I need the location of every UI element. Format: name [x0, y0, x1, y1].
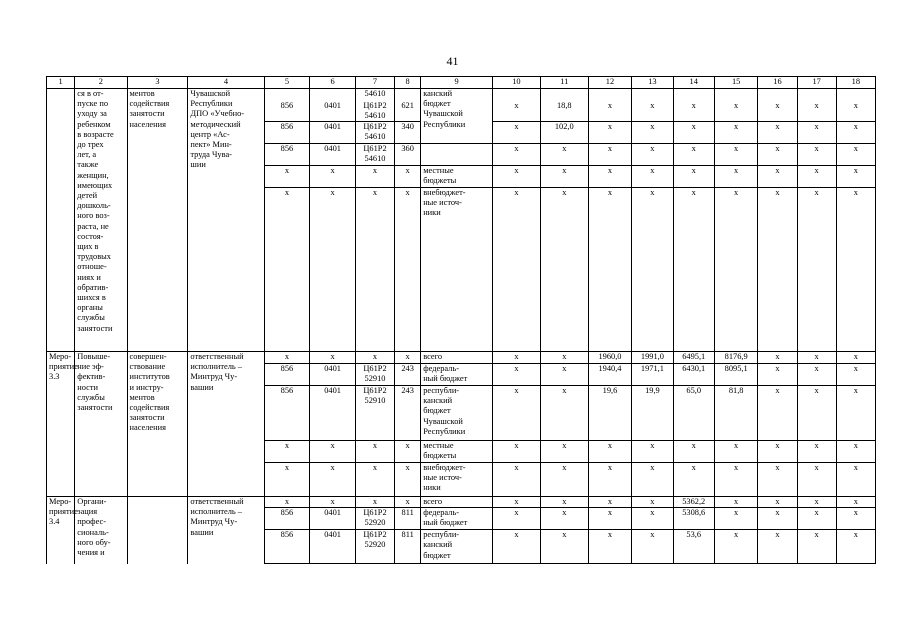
- table-cell: х: [540, 462, 588, 496]
- table-cell: местные бюджеты: [421, 165, 493, 187]
- column-header: 10: [493, 77, 541, 89]
- table-cell: х: [310, 462, 356, 496]
- table-cell: х: [588, 496, 632, 507]
- table-cell: 0401: [310, 101, 356, 122]
- table-cell: х: [758, 143, 797, 165]
- table-cell: х: [836, 351, 875, 363]
- table-cell: х: [632, 121, 673, 143]
- table-cell: ответственный исполнитель – Минтруд Чу- вашии: [188, 351, 264, 496]
- table-cell: х: [836, 187, 875, 351]
- table-cell: Ц61Р2 54610: [355, 143, 394, 165]
- table-cell: х: [797, 351, 836, 363]
- table-cell: х: [632, 508, 673, 530]
- table-cell: х: [714, 440, 758, 462]
- table-cell: х: [836, 530, 875, 564]
- table-cell: х: [395, 496, 421, 507]
- table-cell: х: [493, 187, 541, 351]
- table-cell: [588, 89, 632, 101]
- table-cell: х: [673, 440, 714, 462]
- table-cell: х: [758, 462, 797, 496]
- table-cell: канский бюджет Чувашской Республики: [421, 89, 493, 144]
- table-cell: х: [797, 385, 836, 440]
- table-cell: Чувашской Республики ДПО «Учебно- методический центр «Ас- пект» Мин- труда Чува- шии: [188, 89, 264, 352]
- table-cell: 340: [395, 121, 421, 143]
- column-header: 9: [421, 77, 493, 89]
- table-cell: х: [714, 143, 758, 165]
- table-cell: Меро- приятие 3.4: [47, 496, 75, 563]
- table-cell: 54610: [355, 89, 394, 101]
- table-cell: х: [714, 508, 758, 530]
- column-header: 16: [758, 77, 797, 89]
- table-cell: х: [797, 363, 836, 385]
- table-cell: 0401: [310, 363, 356, 385]
- table-cell: Меро- приятие 3.3: [47, 351, 75, 496]
- table-cell: Ц61Р2 54610: [355, 121, 394, 143]
- table-cell: всего: [421, 496, 493, 507]
- table-cell: х: [264, 462, 310, 496]
- table-cell: х: [540, 187, 588, 351]
- table-cell: х: [588, 530, 632, 564]
- table-cell: х: [588, 143, 632, 165]
- column-header: 14: [673, 77, 714, 89]
- table-cell: 5308,6: [673, 508, 714, 530]
- column-header: 12: [588, 77, 632, 89]
- table-cell: х: [540, 351, 588, 363]
- table-cell: 856: [264, 385, 310, 440]
- table-cell: 0401: [310, 530, 356, 564]
- table-cell: х: [310, 440, 356, 462]
- table-cell: х: [310, 187, 356, 351]
- table-cell: 0401: [310, 143, 356, 165]
- table-cell: 81,8: [714, 385, 758, 440]
- table-cell: 1960,0: [588, 351, 632, 363]
- table-cell: х: [493, 165, 541, 187]
- table-cell: х: [632, 187, 673, 351]
- table-cell: 360: [395, 143, 421, 165]
- table-cell: х: [836, 363, 875, 385]
- table-cell: х: [797, 530, 836, 564]
- table-cell: 6495,1: [673, 351, 714, 363]
- table-cell: х: [714, 121, 758, 143]
- table-cell: х: [540, 508, 588, 530]
- table-cell: х: [493, 101, 541, 122]
- column-header: 1: [47, 77, 75, 89]
- table-cell: х: [493, 363, 541, 385]
- table-cell: 856: [264, 101, 310, 122]
- table-cell: [540, 89, 588, 101]
- table-cell: х: [395, 187, 421, 351]
- table-cell: х: [310, 351, 356, 363]
- table-cell: х: [355, 187, 394, 351]
- table-cell: х: [264, 165, 310, 187]
- table-row: [47, 351, 876, 363]
- column-header: 17: [797, 77, 836, 89]
- table-cell: х: [714, 187, 758, 351]
- table-cell: х: [714, 496, 758, 507]
- table-cell: [493, 89, 541, 101]
- table-cell: 53,6: [673, 530, 714, 564]
- table-cell: 8095,1: [714, 363, 758, 385]
- column-header: 5: [264, 77, 310, 89]
- table-cell: внебюджет- ные источ- ники: [421, 187, 493, 351]
- column-header: 11: [540, 77, 588, 89]
- table-cell: [395, 89, 421, 101]
- budget-table: [46, 76, 876, 564]
- table-cell: х: [264, 440, 310, 462]
- table-cell: х: [355, 440, 394, 462]
- table-cell: х: [540, 363, 588, 385]
- table-cell: х: [797, 143, 836, 165]
- table-cell: 243: [395, 385, 421, 440]
- table-row: [47, 496, 876, 507]
- table-cell: х: [632, 530, 673, 564]
- table-cell: х: [673, 143, 714, 165]
- table-cell: 811: [395, 530, 421, 564]
- table-cell: 243: [395, 363, 421, 385]
- table-cell: х: [264, 351, 310, 363]
- table-cell: х: [395, 351, 421, 363]
- table-cell: [714, 89, 758, 101]
- table-cell: [264, 89, 310, 101]
- table-cell: Ц61Р2 52920: [355, 530, 394, 564]
- table-cell: х: [355, 462, 394, 496]
- table-cell: х: [493, 143, 541, 165]
- table-cell: х: [797, 496, 836, 507]
- table-cell: х: [395, 440, 421, 462]
- table-cell: [47, 89, 75, 352]
- table-cell: 19,9: [632, 385, 673, 440]
- table-cell: х: [355, 165, 394, 187]
- table-cell: х: [836, 121, 875, 143]
- column-header: 7: [355, 77, 394, 89]
- table-cell: 1971,1: [632, 363, 673, 385]
- table-cell: х: [836, 508, 875, 530]
- table-cell: всего: [421, 351, 493, 363]
- table-cell: 856: [264, 363, 310, 385]
- table-cell: х: [540, 440, 588, 462]
- table-cell: 8176,9: [714, 351, 758, 363]
- column-header: 13: [632, 77, 673, 89]
- table-cell: х: [714, 530, 758, 564]
- table-cell: х: [632, 101, 673, 122]
- table-cell: х: [632, 165, 673, 187]
- table-cell: х: [588, 101, 632, 122]
- table-cell: х: [714, 165, 758, 187]
- table-cell: 1991,0: [632, 351, 673, 363]
- table-cell: х: [836, 165, 875, 187]
- table-cell: Органи- зация профес- сиональ- ного обу- чения и: [75, 496, 127, 563]
- table-cell: х: [355, 496, 394, 507]
- table-cell: х: [493, 440, 541, 462]
- table-cell: Повыше- ние эф- фектив- ности службы занятости: [75, 351, 127, 496]
- table-cell: х: [797, 462, 836, 496]
- table-cell: х: [632, 143, 673, 165]
- table-cell: х: [540, 165, 588, 187]
- table-cell: х: [836, 496, 875, 507]
- column-header: 2: [75, 77, 127, 89]
- table-header-row: [47, 77, 876, 89]
- table-cell: федераль- ный бюджет: [421, 363, 493, 385]
- table-cell: х: [493, 530, 541, 564]
- table-cell: х: [632, 462, 673, 496]
- table-cell: 0401: [310, 385, 356, 440]
- page-number: 41: [446, 54, 459, 68]
- table-cell: 856: [264, 143, 310, 165]
- table-cell: совершен- ствование институтов и инстру- ментов содействия занятости населения: [127, 351, 188, 496]
- table-cell: [127, 496, 188, 563]
- table-cell: х: [588, 187, 632, 351]
- table-cell: 19,6: [588, 385, 632, 440]
- table-cell: х: [836, 101, 875, 122]
- table-cell: местные бюджеты: [421, 440, 493, 462]
- column-header: 15: [714, 77, 758, 89]
- column-header: 8: [395, 77, 421, 89]
- table-cell: 18,8: [540, 101, 588, 122]
- table-cell: 5362,2: [673, 496, 714, 507]
- table-cell: 811: [395, 508, 421, 530]
- table-cell: ся в от- пуске по уходу за ребенком в возрасте до трех лет, а также женщин, имеющих детей дошколь- ного воз- раста, не состоя- щих в трудовых отноше- ниях и обратив- шихся в органы службы занятости: [75, 89, 127, 352]
- table-cell: 6430,1: [673, 363, 714, 385]
- table-cell: 621: [395, 101, 421, 122]
- table-cell: х: [673, 462, 714, 496]
- table-cell: х: [797, 121, 836, 143]
- table-cell: [673, 89, 714, 101]
- table-cell: х: [714, 101, 758, 122]
- table-cell: х: [588, 165, 632, 187]
- table-cell: х: [540, 496, 588, 507]
- table-cell: х: [797, 165, 836, 187]
- table-cell: х: [540, 385, 588, 440]
- table-cell: х: [836, 385, 875, 440]
- table-body: [47, 77, 876, 564]
- table-cell: республи- канский бюджет: [421, 530, 493, 564]
- table-cell: федераль- ный бюджет: [421, 508, 493, 530]
- table-cell: х: [493, 385, 541, 440]
- table-cell: ментов содействия занятости населения: [127, 89, 188, 352]
- table-cell: х: [758, 363, 797, 385]
- table-cell: [421, 143, 493, 165]
- table-cell: х: [758, 121, 797, 143]
- table-cell: 856: [264, 121, 310, 143]
- table-cell: х: [588, 121, 632, 143]
- table-cell: х: [310, 165, 356, 187]
- table-cell: х: [540, 530, 588, 564]
- table-cell: 102,0: [540, 121, 588, 143]
- table-cell: х: [588, 508, 632, 530]
- table-cell: х: [758, 440, 797, 462]
- table-cell: х: [797, 508, 836, 530]
- table-cell: Ц61Р2 54610: [355, 101, 394, 122]
- table-cell: [758, 89, 797, 101]
- table-cell: х: [758, 165, 797, 187]
- table-cell: х: [836, 462, 875, 496]
- table-cell: х: [758, 101, 797, 122]
- table-cell: х: [632, 440, 673, 462]
- column-header: 4: [188, 77, 264, 89]
- table-cell: х: [355, 351, 394, 363]
- table-cell: 856: [264, 508, 310, 530]
- table-cell: х: [797, 440, 836, 462]
- table-cell: внебюджет- ные источ- ники: [421, 462, 493, 496]
- table-cell: х: [673, 165, 714, 187]
- table-cell: х: [493, 462, 541, 496]
- table-cell: 0401: [310, 508, 356, 530]
- table-cell: х: [264, 187, 310, 351]
- table-cell: х: [758, 351, 797, 363]
- table-cell: х: [540, 143, 588, 165]
- column-header: 18: [836, 77, 875, 89]
- table-cell: х: [588, 462, 632, 496]
- table-cell: Ц61Р2 52910: [355, 385, 394, 440]
- table-cell: республи- канский бюджет Чувашской Республики: [421, 385, 493, 440]
- table-cell: х: [758, 385, 797, 440]
- table-cell: х: [758, 187, 797, 351]
- table-cell: х: [758, 508, 797, 530]
- column-header: 3: [127, 77, 188, 89]
- table-cell: х: [758, 530, 797, 564]
- table-cell: [310, 89, 356, 101]
- table-cell: х: [310, 496, 356, 507]
- table-cell: х: [395, 462, 421, 496]
- table-cell: [632, 89, 673, 101]
- table-cell: Ц61Р2 52910: [355, 363, 394, 385]
- table-cell: [797, 89, 836, 101]
- table-cell: х: [673, 187, 714, 351]
- table-cell: Ц61Р2 52920: [355, 508, 394, 530]
- table-cell: 0401: [310, 121, 356, 143]
- table-row: [47, 89, 876, 101]
- table-cell: х: [493, 496, 541, 507]
- table-cell: х: [588, 440, 632, 462]
- table-cell: х: [395, 165, 421, 187]
- table-cell: х: [714, 462, 758, 496]
- table-cell: х: [673, 101, 714, 122]
- table-cell: х: [673, 121, 714, 143]
- table-cell: х: [836, 440, 875, 462]
- table-cell: х: [493, 508, 541, 530]
- column-header: 6: [310, 77, 356, 89]
- table-cell: х: [836, 143, 875, 165]
- table-cell: [836, 89, 875, 101]
- table-cell: х: [758, 496, 797, 507]
- table-cell: х: [797, 187, 836, 351]
- table-cell: х: [797, 101, 836, 122]
- table-cell: х: [493, 121, 541, 143]
- table-cell: 856: [264, 530, 310, 564]
- table-cell: 65,0: [673, 385, 714, 440]
- table-cell: х: [264, 496, 310, 507]
- table-cell: ответственный исполнитель – Минтруд Чу- вашии: [188, 496, 264, 563]
- table-cell: х: [632, 496, 673, 507]
- table-cell: х: [493, 351, 541, 363]
- table-cell: 1940,4: [588, 363, 632, 385]
